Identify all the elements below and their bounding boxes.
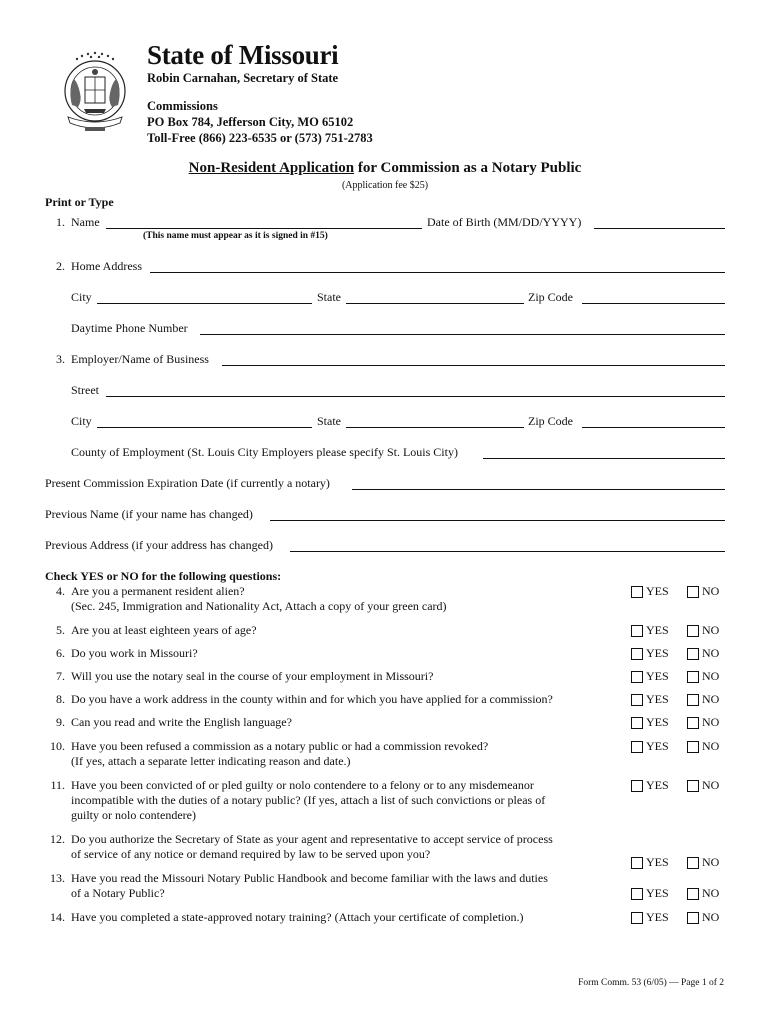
checkbox-no-label: NO [702,584,720,598]
question-no-option[interactable] [687,623,719,638]
question-line2: (If yes, attach a separate letter indicating reason and date.) [71,754,351,768]
question-line1: Have you read the Missouri Notary Public Handbook and become familiar with the laws and duties [71,871,548,885]
home-state-label: State [317,290,341,304]
employer-zip-input[interactable] [582,427,725,428]
question-line1: Have you been refused a commission as a notary public or had a commission revoked? [71,739,489,753]
q3-number: 3. [56,352,65,366]
checkbox-yes-label: YES [646,910,669,924]
question-yes-option[interactable] [631,855,669,870]
checkbox-yes-label: YES [646,778,669,792]
question-yes-option[interactable] [631,584,669,599]
question-line1: Are you at least eighteen years of age? [71,623,257,637]
checkbox-no[interactable] [687,857,699,869]
checkbox-yes[interactable] [631,694,643,706]
question-number: 9. [56,715,65,729]
street-input[interactable] [106,396,725,397]
question-no-option[interactable] [687,778,719,793]
checkbox-no[interactable] [687,648,699,660]
office-phone: Toll-Free (866) 223-6535 or (573) 751-2783 [147,131,373,145]
question-line3: guilty or nolo contendere) [71,808,196,822]
question-text [71,669,591,684]
question-no-option[interactable] [687,692,719,707]
form-title [0,160,770,177]
previous-name-label: Previous Name (if your name has changed) [45,507,253,521]
name-note: (This name must appear as it is signed in #15) [143,231,328,241]
employer-zip-label: Zip Code [528,414,573,428]
question-no-option[interactable] [687,669,719,684]
form-title-rest: for Commission as a Notary Public [354,160,582,176]
employer-label: Employer/Name of Business [71,352,209,366]
checkbox-no[interactable] [687,694,699,706]
checkbox-yes-label: YES [646,855,669,869]
question-yes-option[interactable] [631,715,669,730]
question-yes-option[interactable] [631,886,669,901]
question-text [71,871,591,901]
question-no-option[interactable] [687,646,719,661]
question-number: 11. [50,778,65,792]
daytime-phone-label: Daytime Phone Number [71,321,188,335]
home-state-input[interactable] [346,303,524,304]
question-line1: Do you work in Missouri? [71,646,198,660]
question-text [71,623,591,638]
question-yes-option[interactable] [631,910,669,925]
question-text [71,778,591,823]
checkbox-yes[interactable] [631,671,643,683]
secretary-name: Robin Carnahan, Secretary of State [147,71,339,85]
checkbox-yes[interactable] [631,888,643,900]
question-text [71,584,591,614]
checkbox-no[interactable] [687,671,699,683]
expiration-input[interactable] [352,489,725,490]
employer-city-label: City [71,414,92,428]
checkbox-yes-label: YES [646,715,669,729]
checkbox-no-label: NO [702,623,720,637]
checkbox-yes[interactable] [631,857,643,869]
previous-name-input[interactable] [270,520,725,521]
checkbox-yes-label: YES [646,669,669,683]
checkbox-no[interactable] [687,912,699,924]
employer-city-input[interactable] [97,427,312,428]
question-no-option[interactable] [687,715,719,730]
question-number: 8. [56,692,65,706]
application-fee: (Application fee $25) [341,180,429,191]
checkbox-yes-label: YES [646,886,669,900]
checkbox-no-label: NO [702,739,720,753]
checkbox-no[interactable] [687,741,699,753]
form-footer: Form Comm. 53 (6/05) — Page 1 of 2 [578,978,724,988]
question-no-option[interactable] [687,584,719,599]
checkbox-no-label: NO [702,692,720,706]
previous-address-input[interactable] [290,551,725,552]
question-text [71,692,591,707]
home-city-label: City [71,290,92,304]
question-no-option[interactable] [687,855,719,870]
question-number: 5. [56,623,65,637]
checkbox-no-label: NO [702,669,720,683]
checkbox-yes-label: YES [646,584,669,598]
checkbox-yes[interactable] [631,648,643,660]
question-no-option[interactable] [687,886,719,901]
question-line1: Are you a permanent resident alien? [71,584,245,598]
street-label: Street [71,383,99,397]
home-zip-label: Zip Code [528,290,573,304]
question-line1: Have you been convicted of or pled guilty or nolo contendere to a felony or to any misdemeanor [71,778,534,792]
employer-state-label: State [317,414,341,428]
print-or-type-label: Print or Type [45,195,114,209]
question-yes-option[interactable] [631,623,669,638]
name-input[interactable] [106,228,422,229]
question-text [71,715,591,730]
home-address-input[interactable] [150,272,725,273]
checkbox-yes[interactable] [631,741,643,753]
question-no-option[interactable] [687,739,719,754]
question-text [71,646,591,661]
daytime-phone-input[interactable] [200,334,725,335]
checkbox-no-label: NO [702,910,720,924]
question-line1: Will you use the notary seal in the course of your employment in Missouri? [71,669,434,683]
checkbox-no[interactable] [687,586,699,598]
question-line1: Do you authorize the Secretary of State as your agent and representative to accept service of process [71,832,553,846]
checkbox-yes[interactable] [631,586,643,598]
question-number: 10. [50,739,65,753]
question-text [71,832,591,862]
dob-label: Date of Birth (MM/DD/YYYY) [427,215,582,229]
checkbox-no-label: NO [702,886,720,900]
question-yes-option[interactable] [631,778,669,793]
checkbox-no[interactable] [687,780,699,792]
question-line1: Can you read and write the English language? [71,715,292,729]
employer-input[interactable] [222,365,725,366]
checkbox-yes[interactable] [631,912,643,924]
office-address: PO Box 784, Jefferson City, MO 65102 [147,115,354,129]
name-label: Name [71,215,100,229]
question-number: 12. [50,832,65,846]
question-line1: Do you have a work address in the county within and for which you have applied for a commission? [71,692,553,706]
checkbox-no[interactable] [687,717,699,729]
previous-address-label: Previous Address (if your address has changed) [45,538,273,552]
checkbox-no[interactable] [687,625,699,637]
question-yes-option[interactable] [631,739,669,754]
question-text [71,910,591,925]
checkbox-yes-label: YES [646,739,669,753]
expiration-label: Present Commission Expiration Date (if currently a notary) [45,476,330,490]
county-label: County of Employment (St. Louis City Employers please specify St. Louis City) [71,445,458,459]
home-zip-input[interactable] [582,303,725,304]
form-title-underlined: Non-Resident Application [188,160,355,176]
checkbox-yes-label: YES [646,623,669,637]
question-number: 4. [56,584,65,598]
page-title: State of Missouri [147,40,339,70]
checkbox-yes-label: YES [646,692,669,706]
office-name: Commissions [147,99,218,113]
checkbox-yes-label: YES [646,646,669,660]
question-yes-option[interactable] [631,669,669,684]
checkbox-no-label: NO [702,715,720,729]
question-line2: incompatible with the duties of a notary public? (If yes, attach a list of such convictions or pleas of [71,793,546,807]
missouri-state-seal [54,47,136,139]
county-input[interactable] [483,458,725,459]
checkbox-no-label: NO [702,778,720,792]
employer-state-input[interactable] [346,427,524,428]
question-no-option[interactable] [687,910,719,925]
checkbox-no-label: NO [702,855,720,869]
question-line2: of a Notary Public? [71,886,165,900]
question-yes-option[interactable] [631,646,669,661]
dob-input[interactable] [594,228,725,229]
question-number: 7. [56,669,65,683]
checkbox-yes[interactable] [631,625,643,637]
question-line2: (Sec. 245, Immigration and Nationality Act, Attach a copy of your green card) [71,599,447,613]
checkbox-no[interactable] [687,888,699,900]
checkbox-yes[interactable] [631,717,643,729]
checkbox-no-label: NO [702,646,720,660]
question-line1: Have you completed a state-approved notary training? (Attach your certificate of completion.) [71,910,524,924]
home-address-label: Home Address [71,259,142,273]
home-city-input[interactable] [97,303,312,304]
question-text [71,739,591,769]
question-number: 6. [56,646,65,660]
checkbox-yes[interactable] [631,780,643,792]
question-yes-option[interactable] [631,692,669,707]
q2-number: 2. [56,259,65,273]
questions-header: Check YES or NO for the following questions: [45,569,282,583]
question-number: 14. [50,910,65,924]
question-line2: of service of any notice or demand required by law to be served upon you? [71,847,431,861]
question-number: 13. [50,871,65,885]
q1-number: 1. [56,215,65,229]
